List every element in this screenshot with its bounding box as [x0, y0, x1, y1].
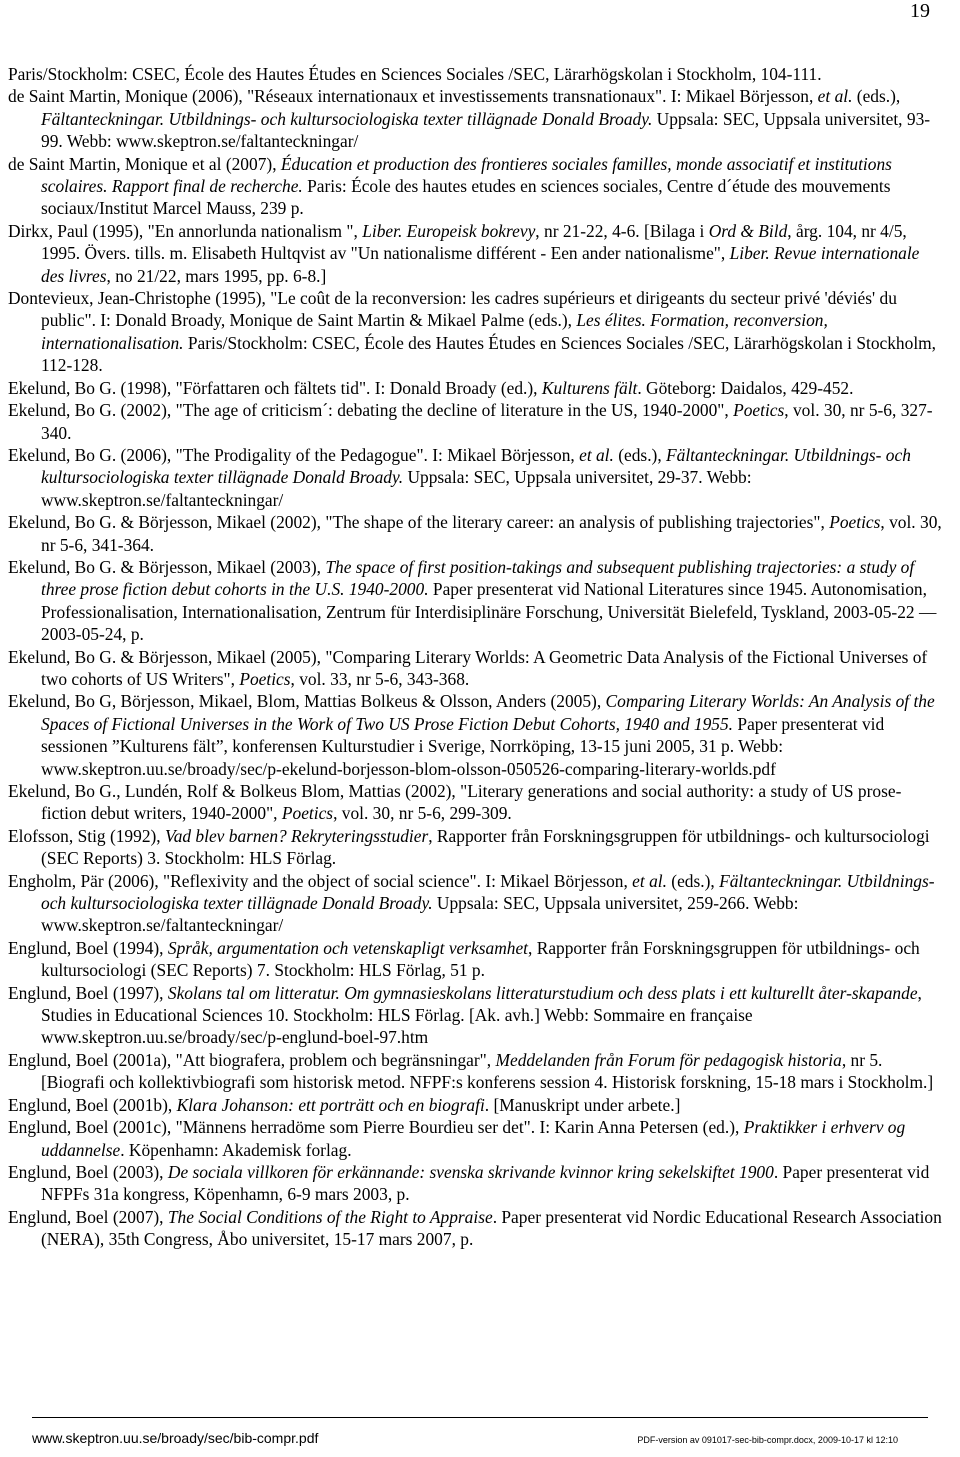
entry-text: Dirkx, Paul (1995), "En annorlunda nationalism ", — [8, 220, 363, 241]
entry-italic-text: Poetics — [733, 400, 785, 421]
entry-text: , Rapporter från Forskningsgruppen för utbildnings- och kultursociologi (SEC Reports) 7. Stockholm: HLS Förlag, 51 p. — [41, 937, 920, 981]
entry-text: Englund, Boel (2001a), "Att biografera, problem och begränsningar", — [8, 1049, 496, 1070]
entry-italic-text: The Social Conditions of the Right to Appraise — [167, 1206, 493, 1227]
entry-text: Ekelund, Bo G. & Börjesson, Mikael (2002), "The shape of the literary career: an analysis of publishing trajectories", — [8, 512, 830, 533]
page-number: 19 — [910, 0, 930, 22]
bibliography-entry — [8, 1116, 944, 1161]
entry-text: . [Manuskript under arbete.] — [484, 1094, 681, 1115]
entry-italic-text: Poetics — [239, 668, 291, 689]
entry-italic-text: Poetics — [829, 512, 881, 533]
entry-text: Paris/Stockholm: CSEC, École des Hautes Études en Sciences Sociales /SEC, Lärarhögskolan i Stockholm, 112-128. — [41, 332, 937, 376]
entry-text: Ekelund, Bo G., Lundén, Rolf & Bolkeus Blom, Mattias (2002), "Literary generations and social authority: a study of US prose-fiction debut writers, 1940-2000", — [8, 781, 902, 824]
bibliography-entry — [8, 377, 944, 399]
bibliography-entry — [8, 399, 944, 444]
entry-text: . Paper presenterat vid Nordic Educational Research Association (NERA), 35th Congress, Åbo universitet, 15-17 mars 2007, p. — [41, 1206, 942, 1250]
entry-text: , årg. 104, nr 4/5, 1995. Övers. tills. m. Elisabeth Hultqvist av "Un nationalisme différent - Een ander nationalisme", — [41, 220, 907, 264]
entry-text: (eds.), — [852, 86, 901, 107]
entry-text: Paper presenterat vid National Literatures since 1945. Autonomisation, Professionalisation, Internationalisation, Zentrum für Interdisiplinäre Forschung, Universität Bielefeld, Tyskland, 2003-05-22 — 2003-05-24, p. — [41, 579, 937, 645]
entry-text: Englund, Boel (2003), — [8, 1161, 168, 1182]
bibliography-entry — [8, 63, 944, 85]
bibliography-entry — [8, 220, 944, 287]
entry-text: Paris/Stockholm: CSEC, École des Hautes Études en Sciences Sociales /SEC, Lärarhögskolan i Stockholm, 104-111. — [8, 64, 822, 84]
entry-text: , vol. 30, nr 5-6, 327-340. — [41, 400, 933, 443]
entry-italic-text: Poetics — [281, 803, 334, 824]
entry-text: Ekelund, Bo G. (2002), "The age of criticism´: debating the decline of literature in the US, 1940-2000", — [8, 400, 734, 421]
entry-italic-text: Språk, argumentation och vetenskapligt verksamhet — [167, 937, 529, 958]
entry-italic-text: Comparing Literary Worlds: An Analysis of the Spaces of Fictional Universes in the Work of Two US Prose Fiction Debut Cohorts, 1940 and 1955. — [41, 691, 935, 734]
footer-url: www.skeptron.uu.se/broady/sec/bib-compr.pdf — [32, 1430, 319, 1446]
bibliography-entry — [8, 780, 944, 825]
entry-text: Uppsala: SEC, Uppsala universitet, 29-37. Webb: www.skeptron.se/faltanteckningar/ — [41, 467, 752, 510]
bibliography-entry — [8, 511, 944, 556]
bibliography-entry — [8, 1161, 944, 1206]
entry-italic-text: Skolans tal om litteratur. Om gymnasieskolans litteraturstudium och dess plats i ett kulturellt åter-skapande — [167, 982, 918, 1003]
entry-italic-text: Fältanteckningar. Utbildnings- och kultursociologiska texter tillägnade Donald Broady. — [41, 870, 935, 914]
bibliography-entry — [8, 1094, 944, 1116]
bibliography-entry — [8, 825, 944, 870]
entry-italic-text: Fältanteckningar. Utbildnings- och kultursociologiska texter tillägnade Donald Broady. — [41, 444, 911, 488]
bibliography-entry — [8, 287, 944, 377]
entry-text: Uppsala: SEC, Uppsala universitet, 93-99. Webb: www.skeptron.se/faltanteckningar/ — [41, 108, 931, 152]
entry-italic-text: Liber. Revue internationale des livres — [41, 243, 920, 286]
bibliography-entry — [8, 646, 944, 691]
entry-text: . Göteborg: Daidalos, 429-452. — [637, 377, 854, 398]
entry-text: , vol. 30, nr 5-6, 341-364. — [41, 512, 942, 555]
entry-text: Englund, Boel (2001c), "Männens herradöme som Pierre Bourdieu ser det". I: Karin Anna Petersen (ed.), — [8, 1117, 744, 1138]
entry-italic-text: The space of first position-takings and subsequent publishing trajectories: a study of three prose fiction debut cohorts in the U.S. 1940-2000. — [41, 556, 915, 600]
bibliography-entry — [8, 937, 944, 982]
entry-text: Englund, Boel (1994), — [8, 937, 168, 958]
entry-italic-text: De sociala villkoren för erkännande: svenska skrivande kvinnor kring sekelskiftet 1900 — [167, 1161, 774, 1182]
entry-text: Ekelund, Bo G. (2006), "The Prodigality of the Pedagogue". I: Mikael Börjesson, — [8, 444, 580, 465]
entry-text: Uppsala: SEC, Uppsala universitet, 259-266. Webb: www.skeptron.se/faltanteckningar/ — [41, 893, 799, 936]
entry-italic-text: Ord & Bild — [708, 220, 788, 241]
entry-italic-text: Praktikker i erhverv og uddannelse — [41, 1117, 906, 1160]
entry-text: , Studies in Educational Sciences 10. Stockholm: HLS Förlag. [Ak. avh.] Webb: Sommaire en française www.skeptron.uu.se/broady/sec/p-englund-boel-97.htm — [41, 982, 922, 1048]
entry-text: Ekelund, Bo G. & Börjesson, Mikael (2005), "Comparing Literary Worlds: A Geometric Data Analysis of the Fictional Universes of two cohorts of US Writers", — [8, 646, 928, 689]
entry-italic-text: et al. — [579, 444, 614, 465]
entry-italic-text: Klara Johanson: ett porträtt och en biografi — [176, 1094, 485, 1115]
entry-text: , no 21/22, mars 1995, pp. 6-8.] — [106, 265, 327, 286]
entry-text: (eds.), — [666, 870, 720, 891]
bibliography-entry — [8, 982, 944, 1049]
entry-italic-text: Vad blev barnen? Rekryteringsstudier — [165, 825, 429, 846]
bibliography-entry — [8, 690, 944, 780]
entry-text: , nr 21-22, 4-6. [Bilaga i — [535, 220, 709, 241]
entry-text: , nr 5. [Biografi och kollektivbiografi som historisk metod. NFPF:s konferens session 4. Historisk forskning, 15-18 mars i Stockholm.] — [41, 1049, 934, 1093]
bibliography-entry — [8, 870, 944, 937]
entry-text: Ekelund, Bo G. (1998), "Författaren och fältets tid". I: Donald Broady (ed.), — [8, 377, 542, 398]
entry-text: . Köpenhamn: Akademisk forlag. — [120, 1139, 352, 1160]
entry-italic-text: Éducation et production des frontieres sociales familles, monde associatif et institutions scolaires. Rapport final de recherche. — [41, 153, 892, 197]
entry-text: (eds.), — [613, 444, 667, 465]
entry-italic-text: Fältanteckningar. Utbildnings- och kultursociologiska texter tillägnade Donald Broady. — [41, 108, 653, 129]
bibliography-list — [8, 63, 944, 1251]
entry-text: Elofsson, Stig (1992), — [8, 825, 165, 846]
entry-text: de Saint Martin, Monique (2006), "Réseaux internationaux et investissements transnationaux". I: Mikael Börjesson, — [8, 86, 818, 107]
footer-pdf-version: PDF-version av 091017-sec-bib-compr.docx, 2009-10-17 kl 12:10 — [637, 1435, 898, 1445]
entry-text: Dontevieux, Jean-Christophe (1995), "Le coût de la reconversion: les cadres supérieurs et dirigeants du secteur privé 'déviés' du public". I: Donald Broady, Monique de Saint Martin & Mikael Palme (eds.), — [8, 288, 897, 331]
bibliography-entry — [8, 444, 944, 511]
entry-italic-text: Kulturens fält — [541, 377, 638, 398]
bibliography-entry — [8, 85, 944, 152]
entry-text: Englund, Boel (1997), — [8, 982, 168, 1003]
footer-divider — [32, 1417, 928, 1418]
entry-text: , Rapporter från Forskningsgruppen för utbildnings- och kultursociologi (SEC Reports) 3. Stockholm: HLS Förlag. — [41, 825, 930, 869]
entry-italic-text: et al. — [817, 86, 853, 107]
bibliography-entry — [8, 1049, 944, 1094]
bibliography-entry — [8, 153, 944, 220]
entry-italic-text: Liber. Europeisk bokrevy — [362, 220, 536, 241]
entry-text: Englund, Boel (2001b), — [8, 1094, 177, 1115]
entry-text: Englund, Boel (2007), — [8, 1206, 168, 1227]
entry-text: de Saint Martin, Monique et al (2007), — [8, 153, 281, 174]
entry-text: Paris: École des hautes etudes en sciences sociales, Centre d´étude des mouvements sociaux/Institut Marcel Mauss, 239 p. — [41, 176, 891, 219]
entry-text: . Paper presenterat vid NFPFs 31a kongress, Köpenhamn, 6-9 mars 2003, p. — [41, 1161, 930, 1205]
entry-italic-text: Meddelanden från Forum för pedagogisk historia — [495, 1049, 842, 1070]
bibliography-entry — [8, 556, 944, 646]
entry-italic-text: et al. — [632, 870, 667, 891]
entry-text: Ekelund, Bo G, Börjesson, Mikael, Blom, Mattias Bolkeus & Olsson, Anders (2005), — [8, 691, 606, 712]
entry-text: , vol. 33, nr 5-6, 343-368. — [290, 668, 470, 689]
entry-italic-text: Les élites. Formation, reconversion, internationalisation. — [41, 310, 828, 353]
entry-text: Ekelund, Bo G. & Börjesson, Mikael (2003), — [8, 556, 326, 577]
entry-text: Engholm, Pär (2006), "Reflexivity and the object of social science". I: Mikael Börjesson, — [8, 870, 633, 891]
bibliography-entry — [8, 1206, 944, 1251]
entry-text: Paper presenterat vid sessionen ”Kulturens fält”, konferensen Kulturstudier i Sverige, Norrköping, 13-15 juni 2005, 31 p. Webb: www.skeptron.uu.se/broady/sec/p-ekelund-borjesson-blom-olsson-050526-comparing-literary-worlds.pdf — [41, 713, 885, 779]
entry-text: , vol. 30, nr 5-6, 299-309. — [333, 803, 512, 824]
